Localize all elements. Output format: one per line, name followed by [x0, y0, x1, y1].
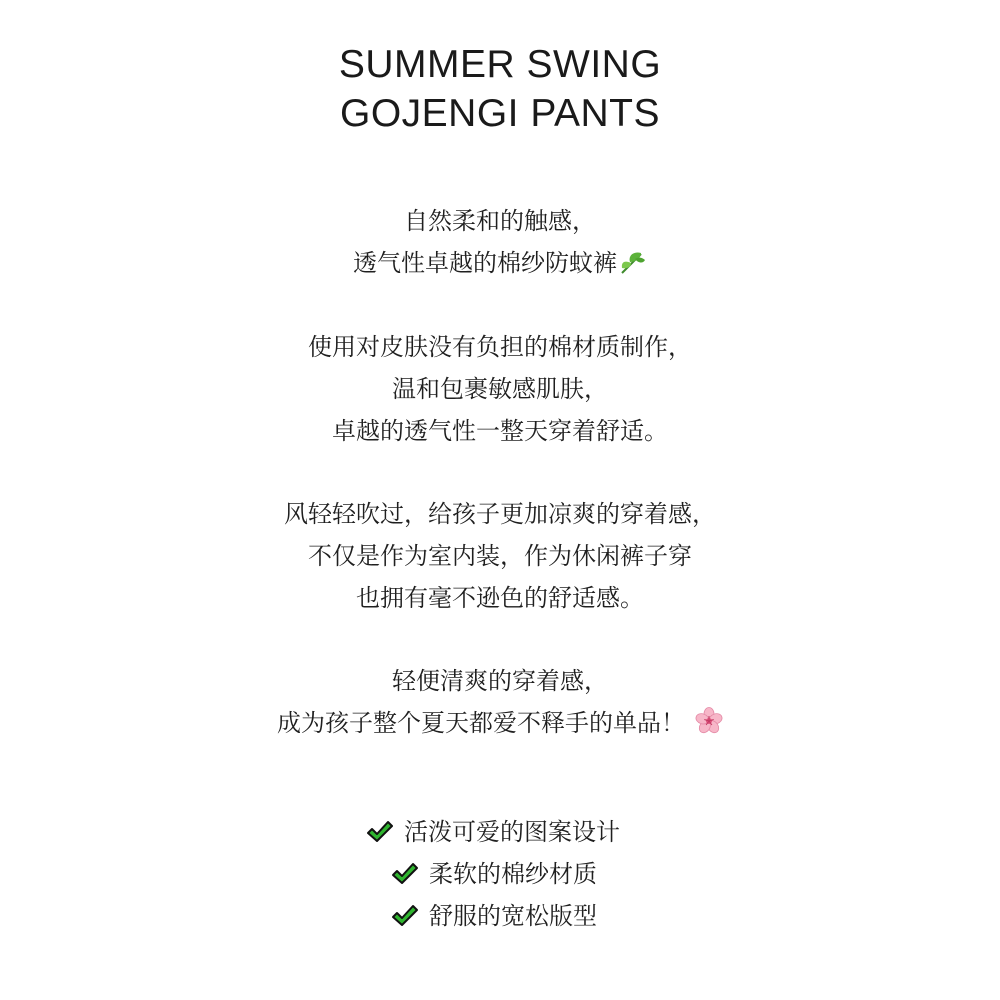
paragraph-intro — [0, 200, 1000, 288]
paragraph-line — [0, 702, 1000, 748]
checklist-item-label: 舒服的宽松版型 — [429, 902, 597, 930]
title-line-2: GOJENGI PANTS — [340, 92, 660, 135]
paragraph-line: 风轻轻吹过，给孩子更加凉爽的穿着感， — [284, 500, 716, 528]
paragraph-line: 使用对皮肤没有负担的棉材质制作， — [308, 333, 692, 361]
checklist-item — [366, 811, 620, 853]
paragraph-material — [0, 326, 1000, 452]
cherry-blossom-icon — [695, 706, 723, 748]
paragraph-summary — [0, 660, 1000, 748]
product-title — [0, 40, 1000, 138]
title-line-1: SUMMER SWING — [338, 43, 662, 86]
herb-leaf-icon — [619, 246, 647, 288]
paragraph-line: 卓越的透气性一整天穿着舒适。 — [332, 417, 668, 445]
paragraph-line: 不仅是作为室内装，作为休闲裤子穿 — [308, 542, 692, 570]
paragraph-wear — [0, 493, 1000, 619]
paragraph-line — [0, 242, 1000, 288]
paragraph-line-text: 成为孩子整个夏天都爱不释手的单品！ — [277, 709, 685, 737]
checklist-item — [391, 853, 597, 895]
check-mark-icon — [366, 818, 394, 842]
paragraph-line: 轻便清爽的穿着感， — [392, 667, 608, 695]
paragraph-line: 自然柔和的触感， — [404, 207, 596, 235]
paragraph-line: 温和包裹敏感肌肤， — [392, 375, 608, 403]
paragraph-line-text: 透气性卓越的棉纱防蚊裤 — [353, 249, 617, 277]
paragraph-line: 也拥有毫不逊色的舒适感。 — [356, 584, 644, 612]
checklist-item-label: 活泼可爱的图案设计 — [404, 818, 620, 846]
checklist-item-label: 柔软的棉纱材质 — [429, 860, 597, 888]
check-mark-icon — [391, 860, 419, 884]
checklist-item — [391, 895, 597, 937]
check-mark-icon — [391, 902, 419, 926]
